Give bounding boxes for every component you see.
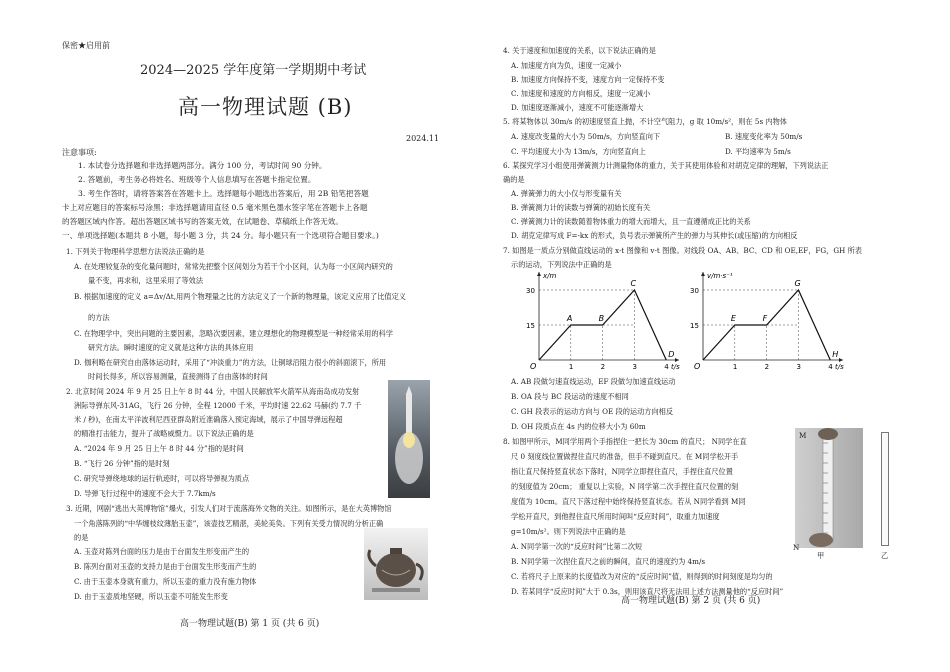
x-axis-arrow — [839, 358, 843, 362]
point-label: D — [668, 350, 675, 359]
point-label: E — [730, 314, 736, 323]
y-tick-label: 30 — [690, 287, 699, 295]
x-axis-arrow — [675, 358, 679, 362]
point-label: C — [630, 279, 637, 288]
q1-option-d: D. 伽利略在研究自由落体运动时，采用了“冲淡重力”的方法，让铜球沿阻力很小的斜面滚下，所用 — [74, 358, 387, 367]
ruler-icon — [795, 428, 863, 548]
q3-option-d: D. 由于玉壶质地坚硬，所以玉壶不可能发生形变 — [74, 592, 228, 601]
exam-year-heading: 2024—2025 学年度第一学期期中考试 — [140, 63, 367, 78]
notice-line: 2. 答题前，考生务必将姓名、班级等个人信息填写在答题卡指定位置。 — [78, 175, 316, 184]
question-1-stem: 1. 下列关于物理科学思想方法说法正确的是 — [66, 247, 205, 256]
x-tick-label: 4 — [828, 363, 833, 371]
q1-option-c: C. 在物理学中，突出问题的主要因素，忽略次要因素，建立理想化的物理模型是一种经常采用的科学 — [74, 329, 393, 338]
label-jia: 甲 — [817, 551, 825, 560]
question-7-stem: 7. 如图是一质点分别做直线运动的 x-t 图像和 v-t 图像。对线段 OA、AB、BC、CD 和 OE,EF，FG，GH 所表 — [503, 246, 862, 255]
question-8-stem-cont: 尺 0 刻度线位置做捏住直尺的准备，但手不碰到直尺。在 M同学松开手 — [511, 452, 739, 461]
q1-option-c-cont: 研究方法。瞬时速度的定义就是这种方法的具体应用 — [88, 343, 254, 352]
q6-option-d: D. 胡克定律写成 F=-kx 的形式，负号表示弹簧所产生的弹力与其伸长(或压缩)的方向相反 — [511, 231, 798, 240]
point-label: B — [598, 314, 605, 323]
exam-date: 2024.11 — [406, 134, 440, 143]
q1-option-b: B. 根据加速度的定义 a=Δv/Δt,用两个物理量之比的方法定义了一个新的物理量，该定义应用了比值定义 — [74, 292, 406, 301]
q7-option-d: D. OH 段质点在 4s 内的位移大小为 60m — [511, 422, 646, 431]
exam-title: 高一物理试题 (B) — [178, 95, 353, 119]
question-2-stem-cont: 洲际导弹东风-31AG，飞行 26 分钟，全程 12000 千米，平均时速 22.62 马赫(约 7.7 千 — [74, 401, 362, 410]
question-3-stem: 3. 近期，网剧“逃出大英博物馆”爆火，引发人们对于流落海外文物的关注。如图所示，是在大英博物馆 — [66, 504, 392, 513]
question-6-stem-cont: 确的是 — [503, 175, 525, 184]
question-4-stem: 4. 关于速度和加速度的关系，以下说法正确的是 — [503, 46, 656, 55]
q6-option-b: B. 弹簧测力计的读数与弹簧的初始长度有关 — [511, 203, 651, 212]
x-tick-label: 1 — [732, 363, 738, 371]
missile-launch-photo — [388, 380, 430, 498]
q1-option-b-cont: 的方法 — [88, 313, 110, 322]
q8-option-a: A. N同学第一次的“反应时间”比第二次短 — [511, 542, 643, 551]
q3-option-b: B. 陈列台面对玉壶的支持力是由于台面发生形变而产生的 — [74, 562, 257, 571]
notice-line: 的答题区域内作答。超出答题区域书写的答案无效，在试题卷、草稿纸上作答无效。 — [62, 217, 343, 226]
q8-option-d: D. 若某同学“反应时间”大于 0.3s，则用该直尺将无法用上述方法测量他的“反应时间” — [511, 587, 784, 596]
y-tick-label: 30 — [526, 287, 535, 295]
q2-option-c: C. 研究导弹绕地球的运行轨迹时，可以将导弹视为质点 — [74, 474, 250, 483]
q1-option-d-cont: 时间长得多，所以容易测量，直接测得了自由落体的时间 — [88, 372, 268, 381]
y-axis-label: x/m — [543, 272, 557, 280]
x-axis-label: t/s — [671, 363, 680, 371]
question-2-stem-cont: 的精准打击能力，提升了战略威慑力。以下说法正确的是 — [74, 429, 254, 438]
q4-option-d: D. 加速度逐渐减小，速度不可能逐渐增大 — [511, 103, 644, 112]
confidential-mark: 保密★启用前 — [62, 41, 110, 50]
x-tick-label: 2 — [600, 363, 606, 371]
q5-option-b: B. 速度变化率为 50m/s — [725, 132, 803, 141]
page-footer: 高一物理试题(B) 第 1 页 (共 6 页) — [180, 619, 320, 629]
page-footer: 高一物理试题(B) 第 2 页 (共 6 页) — [621, 596, 761, 606]
point-label: G — [794, 279, 801, 288]
q7-option-b: B. OA 段与 BC 段运动的速度不相同 — [511, 392, 629, 401]
q5-option-c: C. 平均速度大小为 13m/s，方向竖直向上 — [511, 147, 646, 156]
question-2-stem-cont: 米 / 秒)，在南太平洋波利尼西亚群岛附近准确落入预定海域，展示了中国导弹远程超 — [74, 415, 343, 424]
x-tick-label: 3 — [796, 363, 801, 371]
q3-option-c: C. 由于玉壶本身就有重力，所以玉壶的重力没有施力物体 — [74, 577, 257, 586]
q4-option-a: A. 加速度方向为负，速度一定减小 — [511, 61, 622, 70]
section-heading: 一、单项选择题(本题共 8 小题，每小题 3 分，共 24 分。每小题只有一个选项符合题目要求。) — [62, 231, 379, 240]
question-8-stem-cont: g=10m/s²。则下列说法中正确的是 — [511, 527, 626, 536]
question-6-stem: 6. 某探究学习小组使用弹簧测力计测量物体的重力，关于其使用体验和对胡克定律的理解，下列说法正 — [503, 161, 829, 170]
y-tick-label: 15 — [526, 322, 535, 330]
label-n: N — [793, 543, 800, 552]
question-8-stem: 8. 如图甲所示，M同学用两个手指捏住一把长为 30cm 的直尺； N同学在直 — [503, 437, 747, 446]
q2-option-a: A. “2024 年 9 月 25 日上午 8 时 44 分”指的是时间 — [74, 444, 244, 453]
question-8-stem-cont: 度值为 10cm。直尺下落过程中始终保持竖直状态。若从 N同学看到 M同 — [511, 497, 746, 506]
page-2 — [475, 0, 950, 672]
vt-graph — [683, 268, 853, 376]
series-line — [703, 290, 830, 360]
question-2-stem: 2. 北京时间 2024 年 9 月 25 日上午 8 时 44 分，中国人民解放军火箭军从海南岛成功发射 — [66, 387, 360, 396]
ruler-photo-jia — [795, 428, 863, 548]
notice-title: 注意事项: — [62, 148, 97, 157]
series-line — [539, 290, 666, 360]
q2-option-d: D. 导弹飞行过程中的速度不会大于 7.7km/s — [74, 489, 216, 498]
point-label: A — [566, 314, 573, 323]
x-axis-label: t/s — [835, 363, 844, 371]
xt-graph — [519, 268, 689, 376]
missile-icon — [388, 380, 430, 498]
point-label: O — [530, 362, 537, 371]
question-3-stem-cont: 一个角落陈列的“中华缠枝纹薄胎玉壶”，该壶技艺精湛，美轮美奂。下列有关受力情况的分析正确 — [74, 519, 384, 528]
y-axis-label: v/m·s⁻¹ — [707, 272, 733, 280]
jade-teapot-photo — [364, 528, 428, 600]
y-axis-arrow — [701, 272, 705, 276]
y-axis-arrow — [537, 272, 541, 276]
q6-option-c: C. 弹簧测力计的读数随着物体重力的增大而增大，且一直遵循成正比的关系 — [511, 217, 751, 226]
q4-option-c: C. 加速度和速度的方向相反，速度一定减小 — [511, 89, 651, 98]
q1-option-a: A. 在处理较复杂的变化量问题时，常常先把整个区间划分为若干个小区间，认为每一小区间内研究的 — [74, 262, 393, 271]
question-8-stem-cont: 的刻度值为 20cm； 重复以上实验，N 同学第二次手捏住直尺位置的刻 — [511, 482, 739, 491]
question-8-stem-cont: 指让直尺保持竖直状态下落时，N同学立即捏住直尺，手捏住直尺位置 — [511, 467, 733, 476]
point-label: O — [694, 362, 701, 371]
y-tick-label: 15 — [690, 322, 699, 330]
q5-option-d: D. 平均速率为 5m/s — [725, 147, 791, 156]
question-7-stem-cont: 示的运动，下列说法中正确的是 — [511, 260, 612, 269]
q5-option-a: A. 速度改变量的大小为 50m/s，方向竖直向下 — [511, 132, 661, 141]
q3-option-a: A. 玉壶对陈列台面的压力是由于台面发生形变而产生的 — [74, 547, 250, 556]
q4-option-b: B. 加速度方向保持不变，速度方向一定保持不变 — [511, 75, 665, 84]
question-3-stem-cont: 的是 — [74, 533, 89, 542]
question-8-stem-cont: 学松开直尺，到他捏住直尺所用时间叫“反应时间”，取重力加速度 — [511, 512, 720, 521]
notice-line: 卡上对应题目的答案标号涂黑；非选择题请用直径 0.5 毫米黑色墨水签字笔在答题卡上各题 — [62, 203, 368, 212]
q1-option-a-cont: 量不变，再求和，这里采用了等效法 — [88, 276, 204, 285]
q7-option-c: C. GH 段表示的运动方向与 OE 段的运动方向相反 — [511, 407, 674, 416]
ruler-diagram-yi — [881, 432, 889, 546]
q6-option-a: A. 弹簧弹力的大小仅与形变量有关 — [511, 189, 622, 198]
q8-option-c: C. 若将尺子上原来的长度值改为对应的“反应时间”值，则得到的时间刻度是均匀的 — [511, 572, 773, 581]
notice-line: 1. 本试卷分选择题和非选择题两部分。满分 100 分，考试时间 90 分钟。 — [78, 161, 327, 170]
point-label: H — [832, 350, 839, 359]
q8-option-b: B. N同学第一次捏住直尺之前的瞬间，直尺的速度约为 4m/s — [511, 557, 706, 566]
x-tick-label: 3 — [632, 363, 637, 371]
q7-option-a: A. AB 段做匀速直线运动，EF 段做匀加速直线运动 — [511, 377, 676, 386]
teapot-icon — [364, 528, 428, 600]
x-tick-label: 1 — [568, 363, 574, 371]
x-tick-label: 4 — [664, 363, 669, 371]
notice-line: 3. 考生作答时，请将答案答在答题卡上。选择题每小题选出答案后，用 2B 铅笔把答题 — [78, 189, 369, 198]
point-label: F — [762, 314, 768, 323]
question-5-stem: 5. 将某物体以 30m/s 的初速度竖直上抛，不计空气阻力，g 取 10m/s²，则在 5s 内物体 — [503, 117, 787, 126]
q2-option-b: B. “飞行 26 分钟”指的是时刻 — [74, 459, 170, 468]
x-tick-label: 2 — [764, 363, 770, 371]
label-yi: 乙 — [881, 551, 889, 560]
label-m: M — [799, 431, 807, 440]
